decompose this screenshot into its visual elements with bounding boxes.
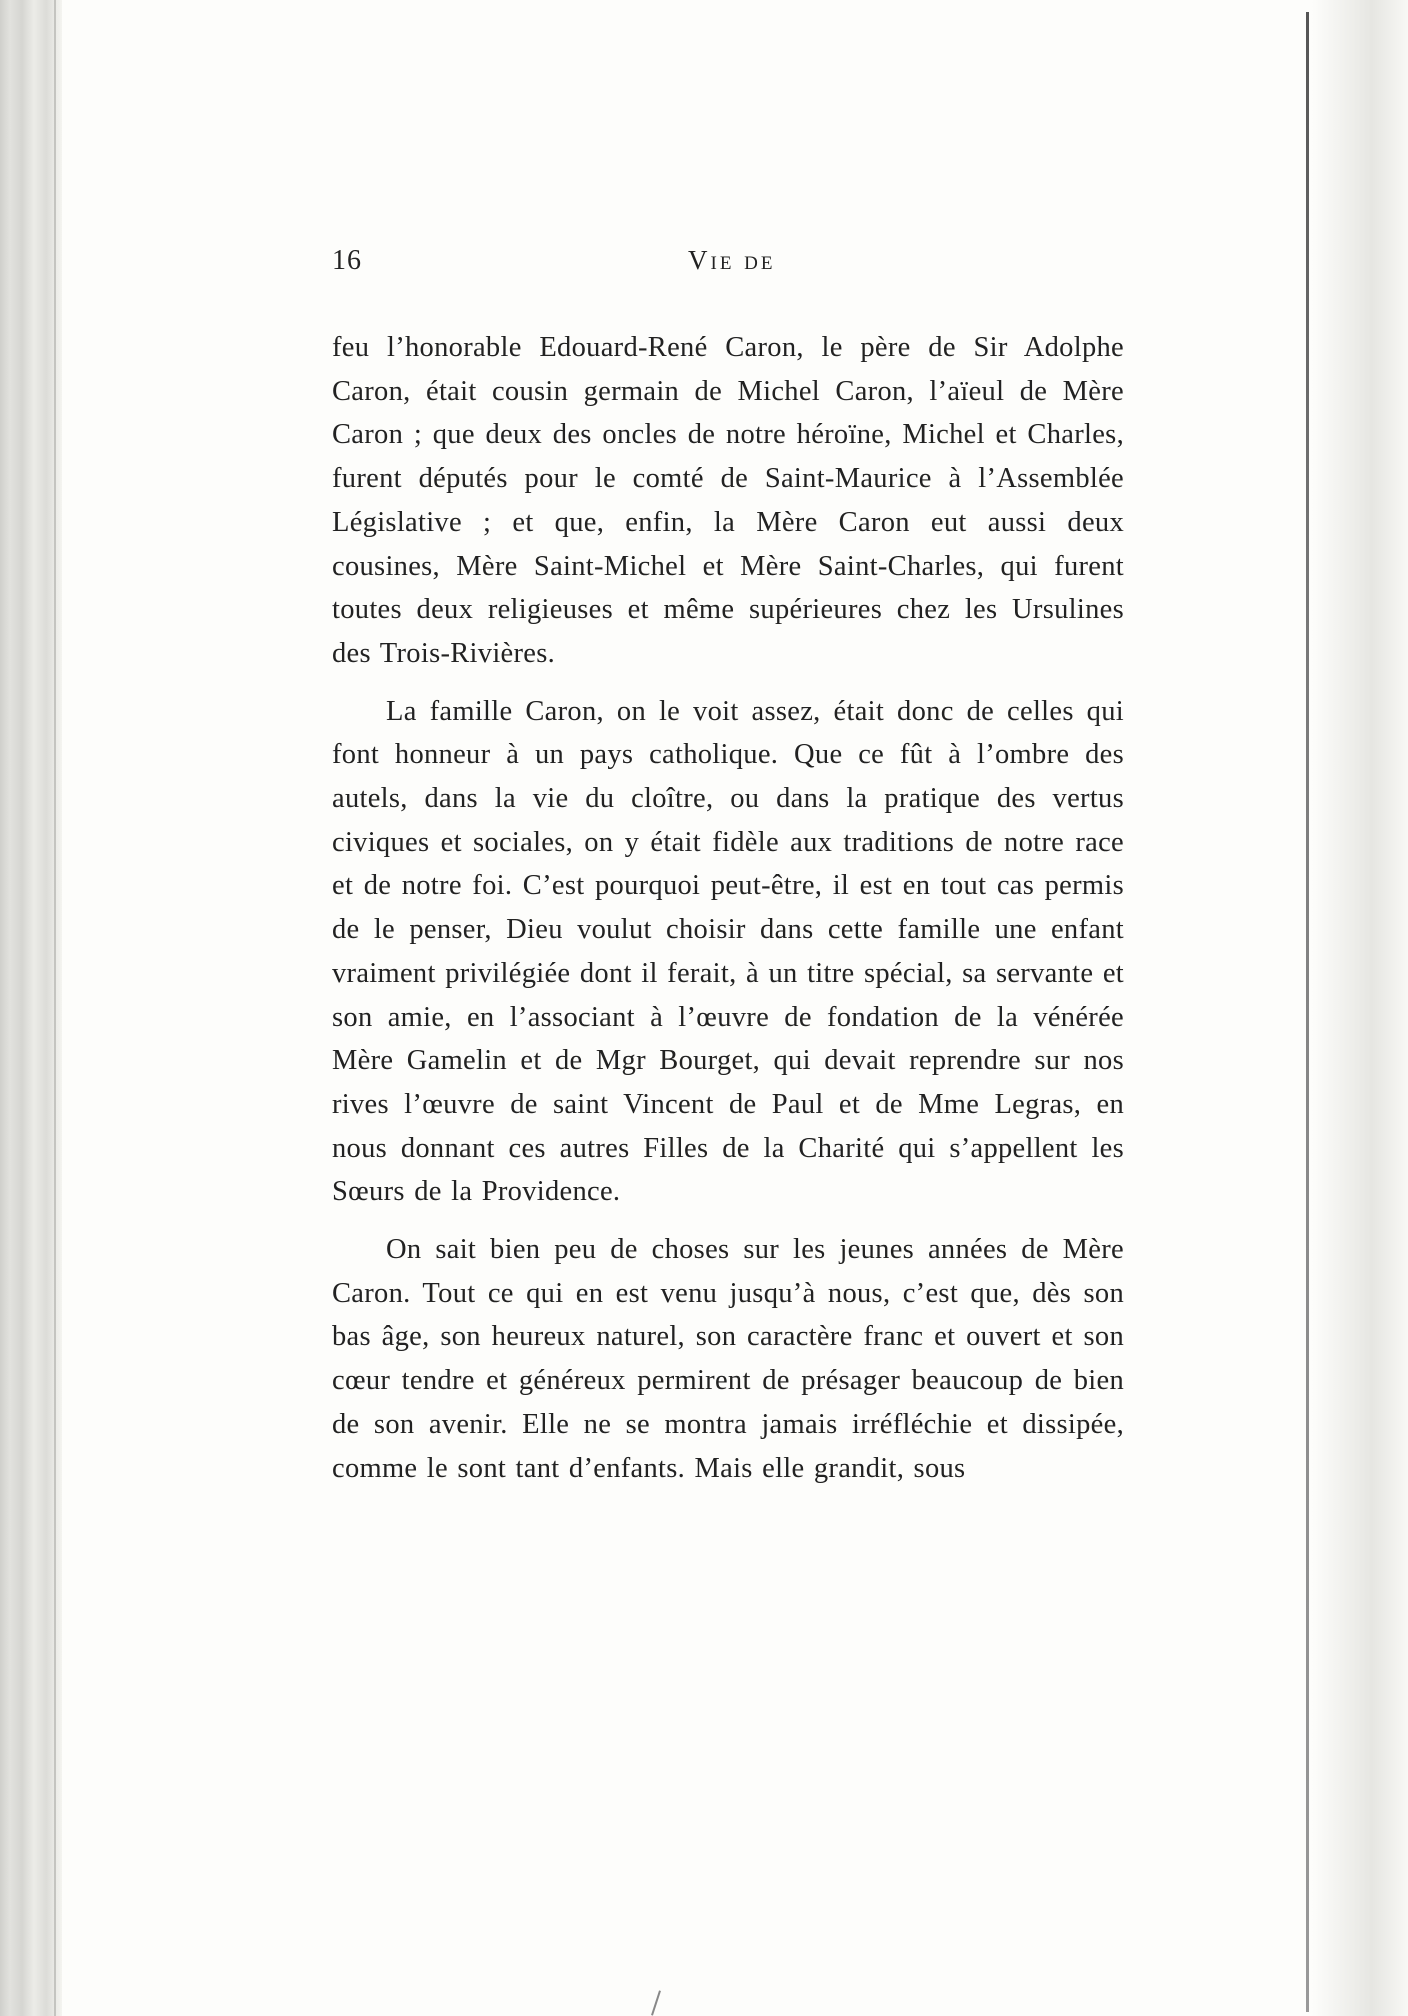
scan-artifact-mark [651, 1990, 661, 2015]
binding-line [54, 0, 56, 2016]
paragraph-1: feu l’honorable Edouard-René Caron, le père de Sir Adolphe Caron, était cousin germain de Michel Caron, l’aïeul de Mère Caron ; que deux des oncles de notre héroïne, Michel et Charles, furent députés pour le comté de Saint-Maurice à l’Assemblée Législative ; et que, enfin, la Mère Caron eut aussi deux cousines, Mère Saint-Michel et Mère Saint-Charles, qui furent toutes deux religieuses et même supérieures chez les Ursulines des Trois-Rivières. [332, 332, 1124, 669]
binding-shadow-left [0, 0, 62, 2016]
page-header [332, 245, 1122, 285]
page-edge-line [1306, 12, 1309, 2012]
page-body [332, 326, 1124, 1490]
paragraph-3: On sait bien peu de choses sur les jeunes années de Mère Caron. Tout ce qui en est venu jusqu’à nous, c’est que, dès son bas âge, son heureux naturel, son caractère franc et ouvert et son cœur tendre et généreux permirent de présager beaucoup de bien de son avenir. Elle ne se montra jamais irréfléchie et dissipée, comme le sont tant d’enfants. Mais elle grandit, sous [332, 1234, 1124, 1484]
page-number: 16 [332, 245, 362, 276]
page-edge-right [1312, 0, 1408, 2016]
paragraph-2: La famille Caron, on le voit assez, était donc de celles qui font honneur à un pays catholique. Que ce fût à l’ombre des autels, dans la vie du cloître, ou dans la pratique des vertus civiques et sociales, on y était fidèle aux traditions de notre race et de notre foi. C’est pourquoi peut-être, il est en tout cas permis de le penser, Dieu voulut choisir dans cette famille une enfant vraiment privilégiée dont il ferait, à un titre spécial, sa servante et son amie, en l’associant à l’œuvre de fondation de la vénérée Mère Gamelin et de Mgr Bourget, qui devait reprendre sur nos rives l’œuvre de saint Vincent de Paul et de Mme Legras, en nous donnant ces autres Filles de la Charité qui s’appellent les Sœurs de la Providence. [332, 695, 1124, 1208]
running-head: Vie de [688, 245, 776, 275]
